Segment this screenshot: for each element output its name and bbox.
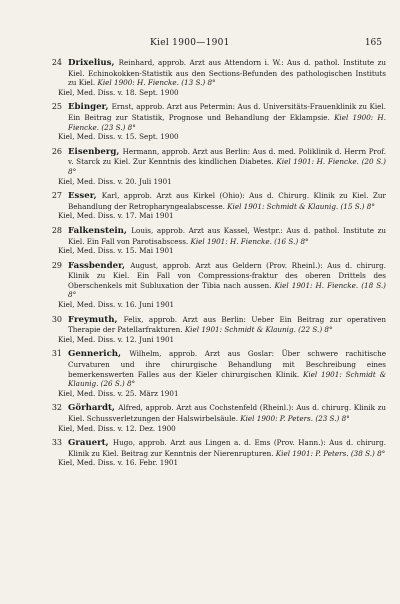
publication-info: Kiel 1901: Schmidt & Klaunig. (26 S.) 8°: [68, 369, 386, 389]
entry-body: [58, 146, 386, 186]
author-name: Drixelius,: [68, 58, 119, 68]
publication-info: Kiel 1901: H. Fiencke. (16 S.) 8°: [190, 236, 309, 246]
entry-body: [58, 58, 387, 97]
entry-text: Hermann, approb. Arzt aus Berlin: Aus d. med. Poliklinik d. Herrn Prof. v. Starck zu Kiel. Zur Kenntnis des kindlichen Diabetes.: [68, 146, 386, 167]
publication-info: Kiel 1901: Schmidt & Klaunig. (22 S.) 8°: [184, 325, 333, 335]
dissertation-note: Kiel, Med. Diss. v. 16. Febr. 1901: [58, 458, 179, 468]
entry-body: [58, 314, 386, 345]
entry-text: Louis, approb. Arzt aus Kassel, Westpr.: Aus d. pathol. Institute zu Kiel. Ein Fall von Parotisabscess.: [68, 225, 387, 246]
publication-info: Kiel 1901: P. Peters. (38 S.) 8°: [275, 448, 386, 458]
dissertation-note: Kiel, Med. Diss. v. 17. Mai 1901: [58, 211, 174, 221]
entry-number: 25: [51, 102, 62, 112]
entry-number: 24: [51, 58, 62, 67]
dissertation-note: Kiel, Med. Diss. v. 15. Sept. 1900: [58, 132, 179, 142]
author-name: Falkenstein,: [68, 225, 132, 236]
entry-body: [58, 225, 387, 256]
entry-text: Wilhelm, approb. Arzt aus Goslar: Über schwere rachitische Curvaturen und ihre chirurgische Behandlung mit Beschreibung eines bemerkenswerten Falles aus der Kieler chirurgischen Klinik.: [68, 349, 386, 379]
author-name: Grauert,: [68, 438, 113, 449]
running-title: Kiel 1900—1901: [150, 38, 230, 48]
dissertation-note: Kiel, Med. Diss. v. 12. Dez. 1900: [58, 423, 176, 433]
entry-text: Ernst, approb. Arzt aus Petermin: Aus d. Universitäts-Frauenklinik zu Kiel. Ein Beitrag zur Statistik, Prognose und Behandlung der Eklampsie.: [68, 102, 386, 122]
entry-number: 27: [51, 191, 62, 201]
list-item: [0, 147, 400, 186]
list-item: [0, 226, 400, 256]
dissertation-note: Kiel, Med. Diss. v. 12. Juni 1901: [58, 334, 175, 344]
page-number: 165: [364, 38, 382, 48]
list-item: [0, 58, 400, 97]
dissertation-list: [0, 58, 400, 473]
entry-text: Felix, approb. Arzt aus Berlin: Ueber Ein Beitrag zur operativen Therapie der Patellarfrakturen.: [68, 314, 386, 335]
dissertation-note: Kiel, Med. Diss. v. 25. März 1901: [58, 388, 179, 398]
publication-info: Kiel 1901: H. Fiencke. (18 S.) 8°: [68, 280, 386, 300]
publication-info: Kiel 1901: H. Fiencke. (20 S.) 8°: [68, 157, 386, 176]
entry-body: [58, 349, 386, 398]
entry-text: Hugo, approb. Arzt aus Lingen a. d. Ems (Prov. Hann.): Aus d. chirurg. Klinik zu Kiel. Beitrag zur Kenntnis der Nierenrupturen.: [68, 438, 386, 458]
author-name: Esser,: [68, 191, 102, 202]
entry-body: [58, 403, 387, 433]
list-item: [0, 349, 400, 398]
entry-body: [58, 191, 386, 221]
running-header: [0, 38, 400, 52]
entry-number: 26: [51, 146, 62, 156]
list-item: [0, 102, 400, 141]
entry-text: Alfred, approb. Arzt aus Cochstenfeld (Rheinl.): Aus d. chirurg. Klinik zu Kiel. Schussverletzungen der Halswirbelsäule.: [68, 403, 387, 423]
entry-number: 33: [51, 438, 62, 448]
list-item: [0, 403, 400, 433]
publication-info: Kiel 1900: H. Fiencke. (23 S.) 8°: [68, 112, 386, 132]
dissertation-note: Kiel, Med. Diss. v. 20. Juli 1901: [58, 176, 172, 186]
author-name: Eisenberg,: [68, 146, 123, 157]
entry-number: 29: [51, 260, 62, 270]
entry-text: Reinhard, approb. Arzt aus Attendorn i. W.: Aus d. pathol. Institute zu Kiel. Echinokokken-Statistik aus den Sections-Befunden des pathologischen Instituts zu Kiel.: [68, 58, 387, 88]
author-name: Ebinger,: [68, 102, 112, 113]
entry-text: August, approb. Arzt aus Geldern (Prov. Rheinl.): Aus d. chirurg. Klinik zu Kiel. Ein Fall von Compressions-fraktur des oberen Drittels des Oberschenkels mit Subluxation der Tibia nach aussen.: [68, 260, 386, 290]
list-item: [0, 191, 400, 221]
entry-number: 31: [51, 349, 62, 359]
author-name: Freymuth,: [68, 314, 124, 325]
publication-info: Kiel 1901: Schmidt & Klaunig. (15 S.) 8°: [227, 201, 375, 211]
entry-number: 28: [51, 225, 62, 235]
publication-info: Kiel 1900: P. Peters. (23 S.) 8°: [240, 414, 350, 423]
entry-body: [58, 438, 386, 468]
dissertation-note: Kiel, Med. Diss. v. 18. Sept. 1900: [58, 87, 179, 97]
list-item: [0, 315, 400, 345]
list-item: [0, 261, 400, 310]
entry-number: 32: [51, 403, 62, 413]
author-name: Gennerich,: [68, 349, 130, 360]
dissertation-note: Kiel, Med. Diss. v. 15. Mai 1901: [58, 246, 174, 256]
entry-text: Karl, approb. Arzt aus Kirkel (Ohio): Aus d. Chirurg. Klinik zu Kiel. Zur Behandlung der Retropharyngealabscesse.: [68, 191, 386, 211]
dissertation-note: Kiel, Med. Diss. v. 16. Juni 1901: [58, 300, 175, 310]
author-name: Görhardt,: [68, 403, 119, 414]
entry-body: [58, 260, 386, 310]
list-item: [0, 438, 400, 468]
entry-body: [58, 102, 386, 142]
author-name: Fassbender,: [68, 260, 131, 271]
publication-info: Kiel 1900: H. Fiencke. (13 S.) 8°: [97, 78, 216, 88]
entry-number: 30: [51, 314, 62, 324]
